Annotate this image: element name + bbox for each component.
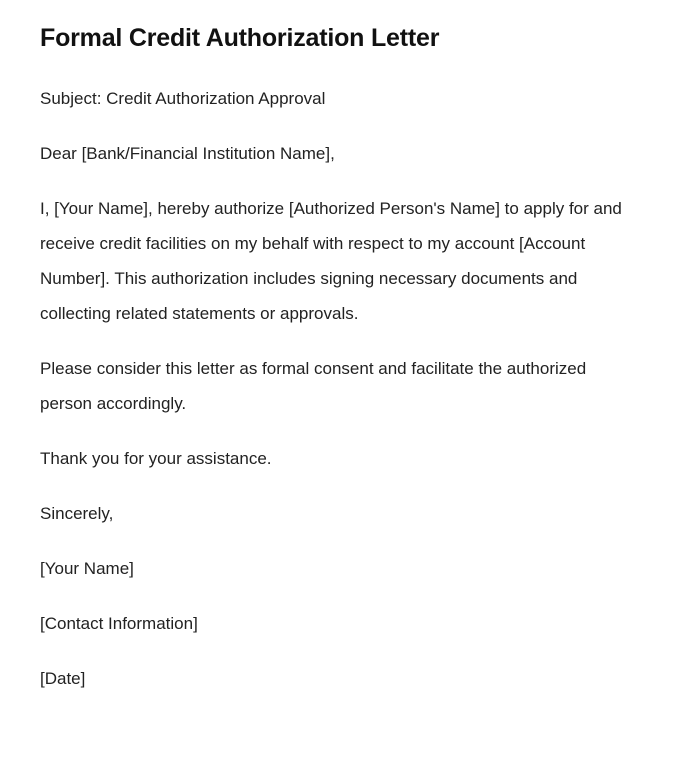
paragraph-date: [Date]	[40, 668, 86, 688]
paragraph-contact-information: [Contact Information]	[40, 613, 198, 633]
paragraph-thanks: Thank you for your assistance.	[40, 448, 272, 468]
page-title: Formal Credit Authorization Letter	[40, 24, 440, 52]
paragraph-consent-request: Please consider this letter as formal consent and facilitate the authorized person accordingly.	[40, 358, 587, 413]
paragraph-salutation: Dear [Bank/Financial Institution Name],	[40, 143, 335, 163]
paragraph-authorization-body: I, [Your Name], hereby authorize [Authorized Person's Name] to apply for and receive credit facilities on my behalf with respect to my account [Account Number]. This authorization includes signing necessary documents and collecting related statements or approvals.	[40, 198, 622, 323]
paragraph-signature-name: [Your Name]	[40, 558, 134, 578]
paragraph-closing: Sincerely,	[40, 503, 114, 523]
paragraph-subject: Subject: Credit Authorization Approval	[40, 88, 326, 108]
